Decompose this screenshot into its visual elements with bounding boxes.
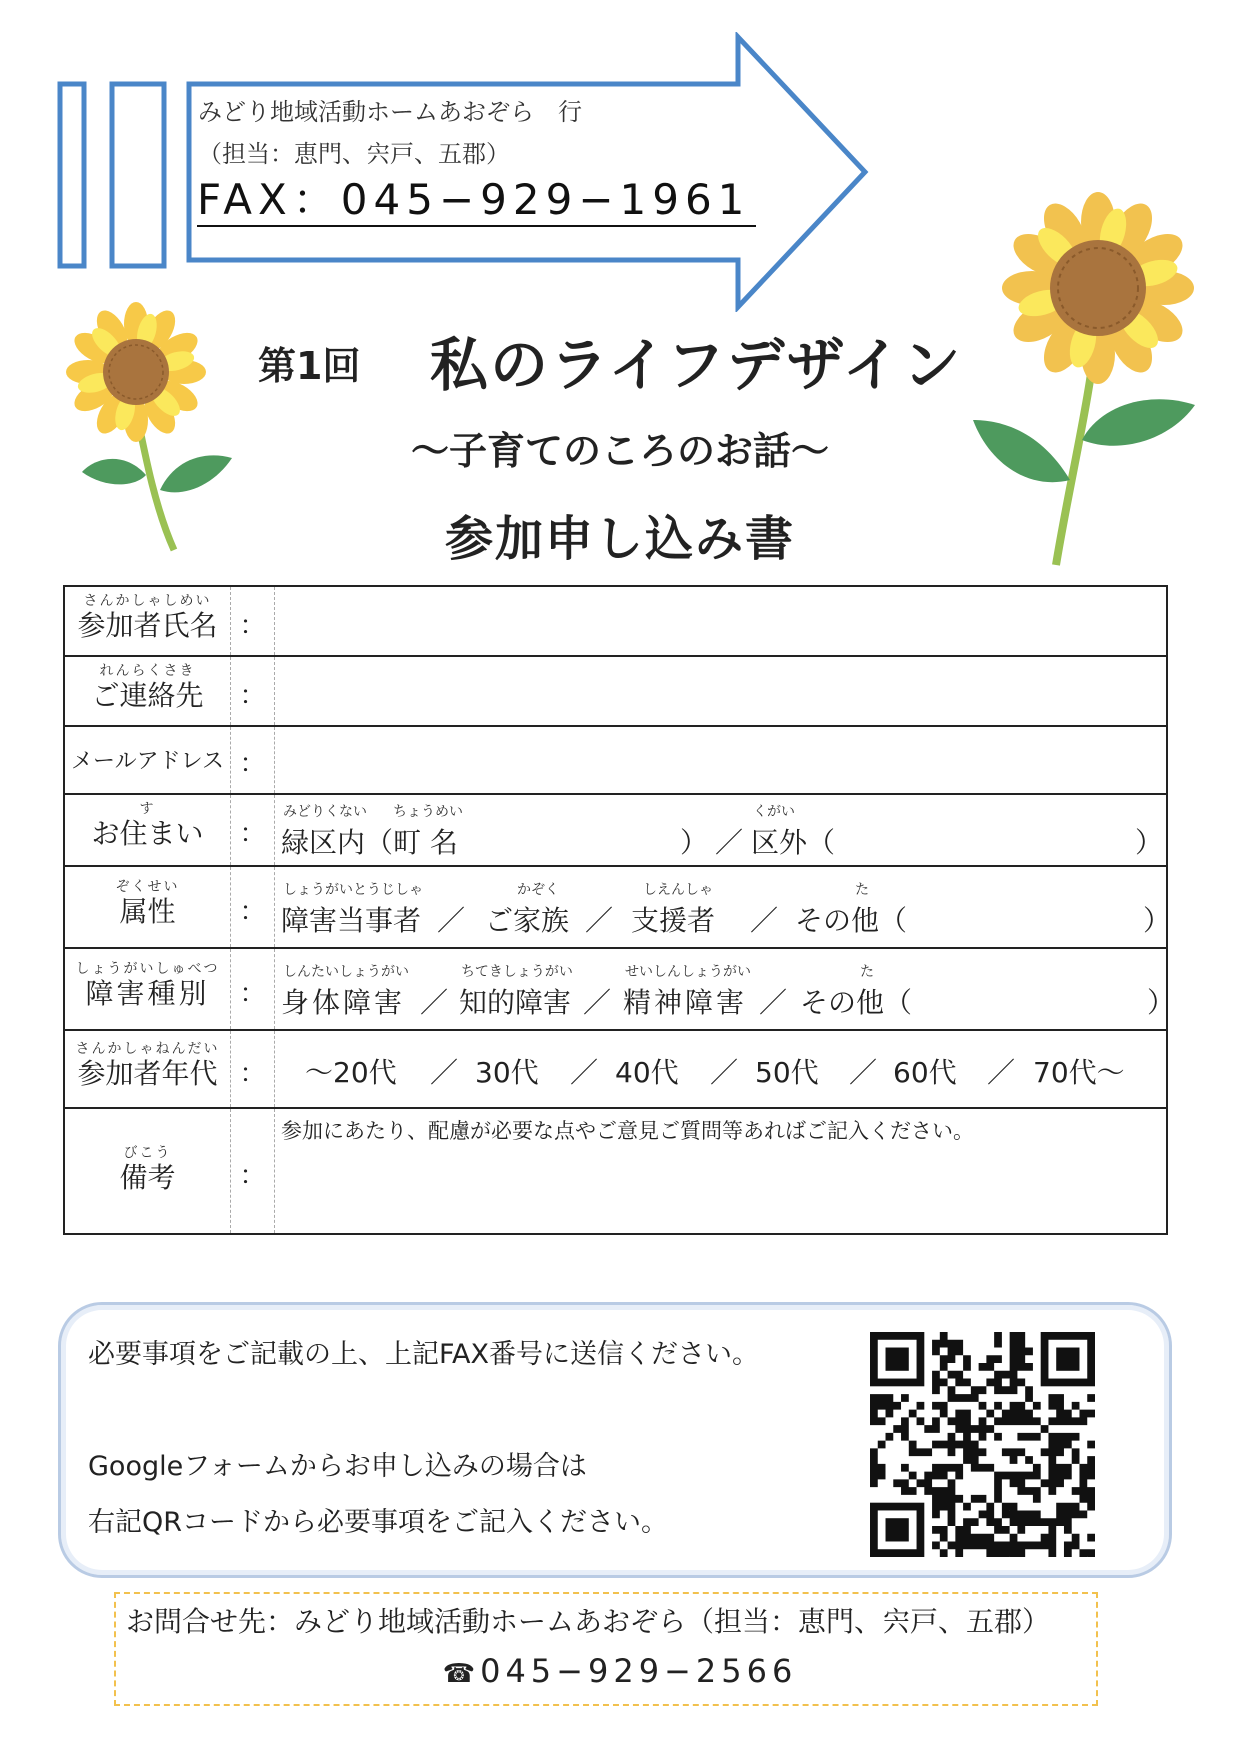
label-disability-type: しょうがいしゅべつ 障害種別 [65, 949, 231, 1029]
instruction-fax: 必要事項をご記載の上、上記FAX番号に送信ください。 [88, 1339, 760, 1370]
option-inside-ward[interactable]: 緑区内（町 名 [281, 826, 458, 859]
contact-info: お問合せ先：みどり地域活動ホームあおぞら（担当：恵門、宍戸、五郡） [126, 1605, 1051, 1638]
instruction-qr: 右記QRコードから必要事項をご記入ください。 [88, 1507, 669, 1538]
contact-field[interactable] [275, 657, 1166, 725]
row-participant-name: さんかしゃしめい 参加者氏名 ： [65, 587, 1166, 657]
label-age-group: さんかしゃねんだい 参加者年代 [65, 1031, 231, 1107]
address-options: みどりくない ちょうめい くがい 緑区内（町 名 ） ／ 区外（ ） [281, 804, 1164, 859]
remarks-note: 参加にあたり、配慮が必要な点やご意見ご質問等あればご記入ください。 [281, 1119, 974, 1143]
option-age-70s[interactable]: 70代〜 [1033, 1056, 1125, 1089]
option-mental[interactable]: 精神障害 [623, 986, 748, 1019]
row-attribute: ぞくせい 属性 ： しょうがいとうじしゃ かぞく しえんしゃ た 障害当事者 ／ ご家族 ／ 支援者 ／ その他（ ） [65, 867, 1166, 949]
option-attribute-other[interactable]: その他（ [795, 904, 908, 937]
fax-destination: みどり地域活動ホームあおぞら 行 [198, 98, 582, 126]
event-title: 私のライフデザイン [430, 331, 963, 399]
row-remarks: びこう 備考 ： 参加にあたり、配慮が必要な点やご意見ご質問等あればご記入ください。 [65, 1109, 1166, 1233]
email-field[interactable] [275, 727, 1166, 793]
attribute-options: しょうがいとうじしゃ かぞく しえんしゃ た 障害当事者 ／ ご家族 ／ 支援者 ／ その他（ ） [281, 882, 1172, 937]
option-self[interactable]: 障害当事者 [281, 904, 422, 937]
option-age-60s[interactable]: 60代 [893, 1056, 957, 1089]
option-physical[interactable]: 身体障害 [281, 986, 406, 1019]
option-age-30s[interactable]: 30代 [475, 1056, 539, 1089]
option-outside-ward[interactable]: 区外（ [751, 826, 836, 859]
phone-number: 045−929−2566 [480, 1652, 798, 1690]
phone-icon: ☎ [442, 1659, 481, 1689]
option-supporter[interactable]: 支援者 [631, 904, 716, 937]
row-address: す お住まい ： みどりくない ちょうめい くがい 緑区内（町 名 ） ／ 区外（ ） [65, 795, 1166, 867]
form-title: 参加申し込み書 [444, 511, 795, 567]
option-age-20s[interactable]: 〜20代 [305, 1056, 397, 1089]
label-remarks: びこう 備考 [65, 1109, 231, 1233]
option-intellectual[interactable]: 知的障害 [459, 986, 572, 1019]
label-attribute: ぞくせい 属性 [65, 867, 231, 947]
option-age-40s[interactable]: 40代 [615, 1056, 679, 1089]
age-options: 〜20代 ／ 30代 ／ 40代 ／ 50代 ／ 60代 ／ 70代〜 [275, 1031, 1166, 1107]
event-subtitle: 〜子育てのころのお話〜 [410, 429, 829, 473]
label-address: す お住まい [65, 795, 231, 865]
row-age-group: さんかしゃねんだい 参加者年代 ： 〜20代 ／ 30代 ／ 40代 ／ 50代 ／ 60代 ／ 70代〜 [65, 1031, 1166, 1109]
row-email: メールアドレス ： [65, 727, 1166, 795]
participant-name-field[interactable] [275, 587, 1166, 655]
qr-code-icon[interactable] [870, 1332, 1095, 1557]
label-email: メールアドレス [65, 727, 231, 793]
application-form-table [63, 585, 1176, 1235]
row-contact: れんらくさき ご連絡先 ： [65, 657, 1166, 727]
fax-arrow-graphic [55, 32, 885, 312]
instruction-google-form: Googleフォームからお申し込みの場合は [88, 1451, 587, 1482]
label-participant-name: さんかしゃしめい 参加者氏名 [65, 587, 231, 655]
contact-phone [0, 1652, 1240, 1690]
option-age-50s[interactable]: 50代 [755, 1056, 819, 1089]
option-disability-other[interactable]: その他（ [800, 986, 913, 1019]
option-family[interactable]: ご家族 [485, 904, 570, 937]
event-number: 第1回 [258, 344, 361, 388]
row-disability-type: しょうがいしゅべつ 障害種別 ： しんたいしょうがい ちてきしょうがい せいしんしょうがい た 身体障害 ／ 知的障害 ／ 精神障害 ／ その他（ ） [65, 949, 1166, 1031]
label-contact: れんらくさき ご連絡先 [65, 657, 231, 725]
fax-contact-person: （担当：恵門、宍戸、五郡） [198, 140, 510, 168]
fax-number: FAX：045−929−1961 [197, 175, 756, 227]
remarks-field[interactable] [275, 1109, 1166, 1233]
disability-options: しんたいしょうがい ちてきしょうがい せいしんしょうがい た 身体障害 ／ 知的障害 ／ 精神障害 ／ その他（ ） [281, 964, 1176, 1019]
